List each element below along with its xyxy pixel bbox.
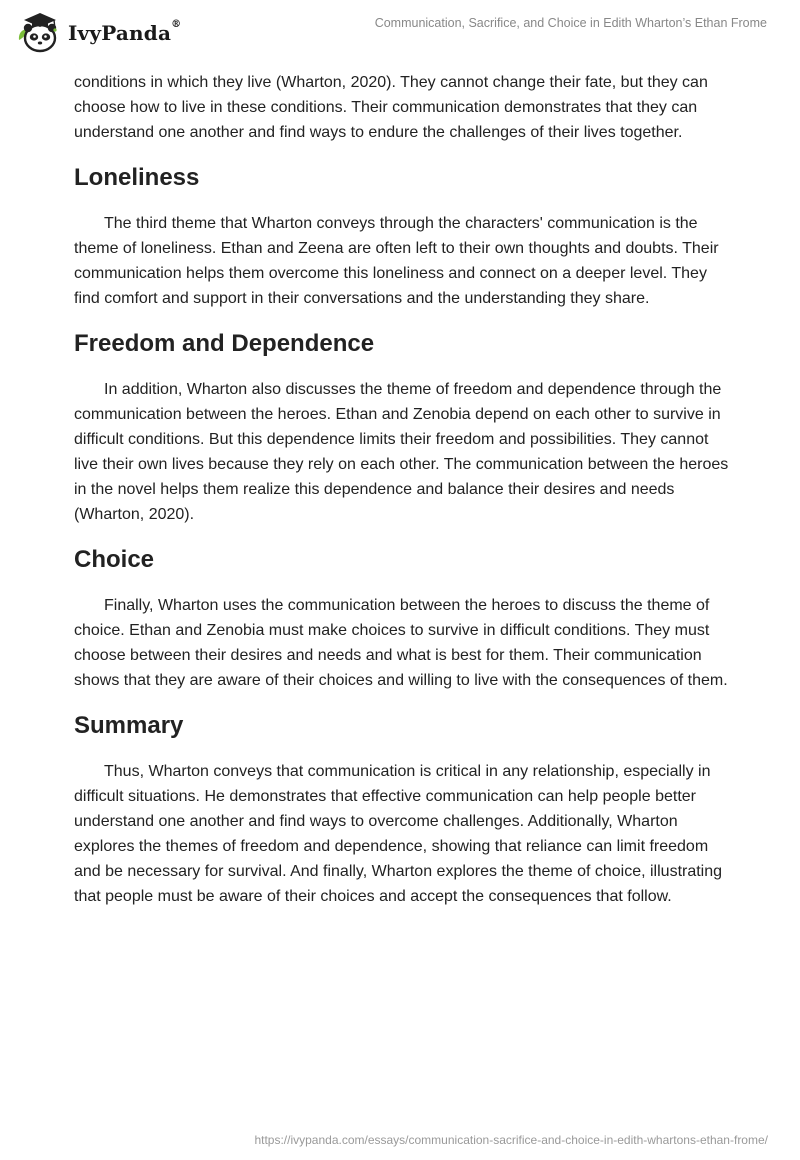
panda-graduation-cap-icon — [16, 10, 62, 54]
section-paragraph-freedom-dependence: In addition, Wharton also discusses the theme of freedom and dependence through the communication between the heroes. Ethan and Zenobia depend on each other to survive in difficult conditions. But this dependence limits their freedom and possibilities. They cannot live their own lives because they rely on each other. The communication between the heroes in the novel helps them realize this dependence and balance their desires and needs (Wharton, 2020). — [74, 381, 729, 523]
page-header — [0, 0, 800, 64]
ivypanda-logo[interactable] — [16, 10, 181, 54]
document-title: Communication, Sacrifice, and Choice in Edith Wharton’s Ethan Frome — [374, 16, 767, 30]
section-paragraph-choice: Finally, Wharton uses the communication between the heroes to discuss the theme of choice. Ethan and Zenobia must make choices to survive in difficult conditions. They must choose between their desires and needs and what is best for them. Their communication shows that they are aware of their choices and willing to live with the consequences of them. — [74, 597, 728, 689]
section-paragraph-summary: Thus, Wharton conveys that communication is critical in any relationship, especially in difficult situations. He demonstrates that effective communication can help people better understand one another and find ways to overcome challenges. Additionally, Wharton explores the themes of freedom and dependence, showing that reliance can limit freedom and be necessary for survival. And finally, Wharton explores the theme of choice, illustrating that people must be aware of their choices and accept the consequences that follow. — [74, 763, 723, 905]
footer-source-link[interactable]: https://ivypanda.com/essays/communication-sacrifice-and-choice-in-edith-whartons-ethan-frome/ — [254, 1133, 768, 1147]
essay-content — [74, 70, 734, 909]
intro-paragraph: conditions in which they live (Wharton, 2020). They cannot change their fate, but they can choose how to live in these conditions. Their communication demonstrates that they can understand one another and find ways to endure the challenges of their lives together. — [74, 74, 708, 141]
section-heading-summary: Summary — [74, 712, 184, 739]
section-heading-freedom-dependence: Freedom and Dependence — [74, 330, 375, 357]
brand-name: IvyPanda® — [68, 19, 182, 45]
section-heading-choice: Choice — [74, 546, 155, 573]
section-heading-loneliness: Loneliness — [74, 164, 200, 191]
section-paragraph-loneliness: The third theme that Wharton conveys through the characters' communication is the theme of loneliness. Ethan and Zeena are often left to their own thoughts and doubts. Their communication helps them overcome this loneliness and connect on a deeper level. They find comfort and support in their conversations and the understanding they share. — [74, 215, 719, 307]
